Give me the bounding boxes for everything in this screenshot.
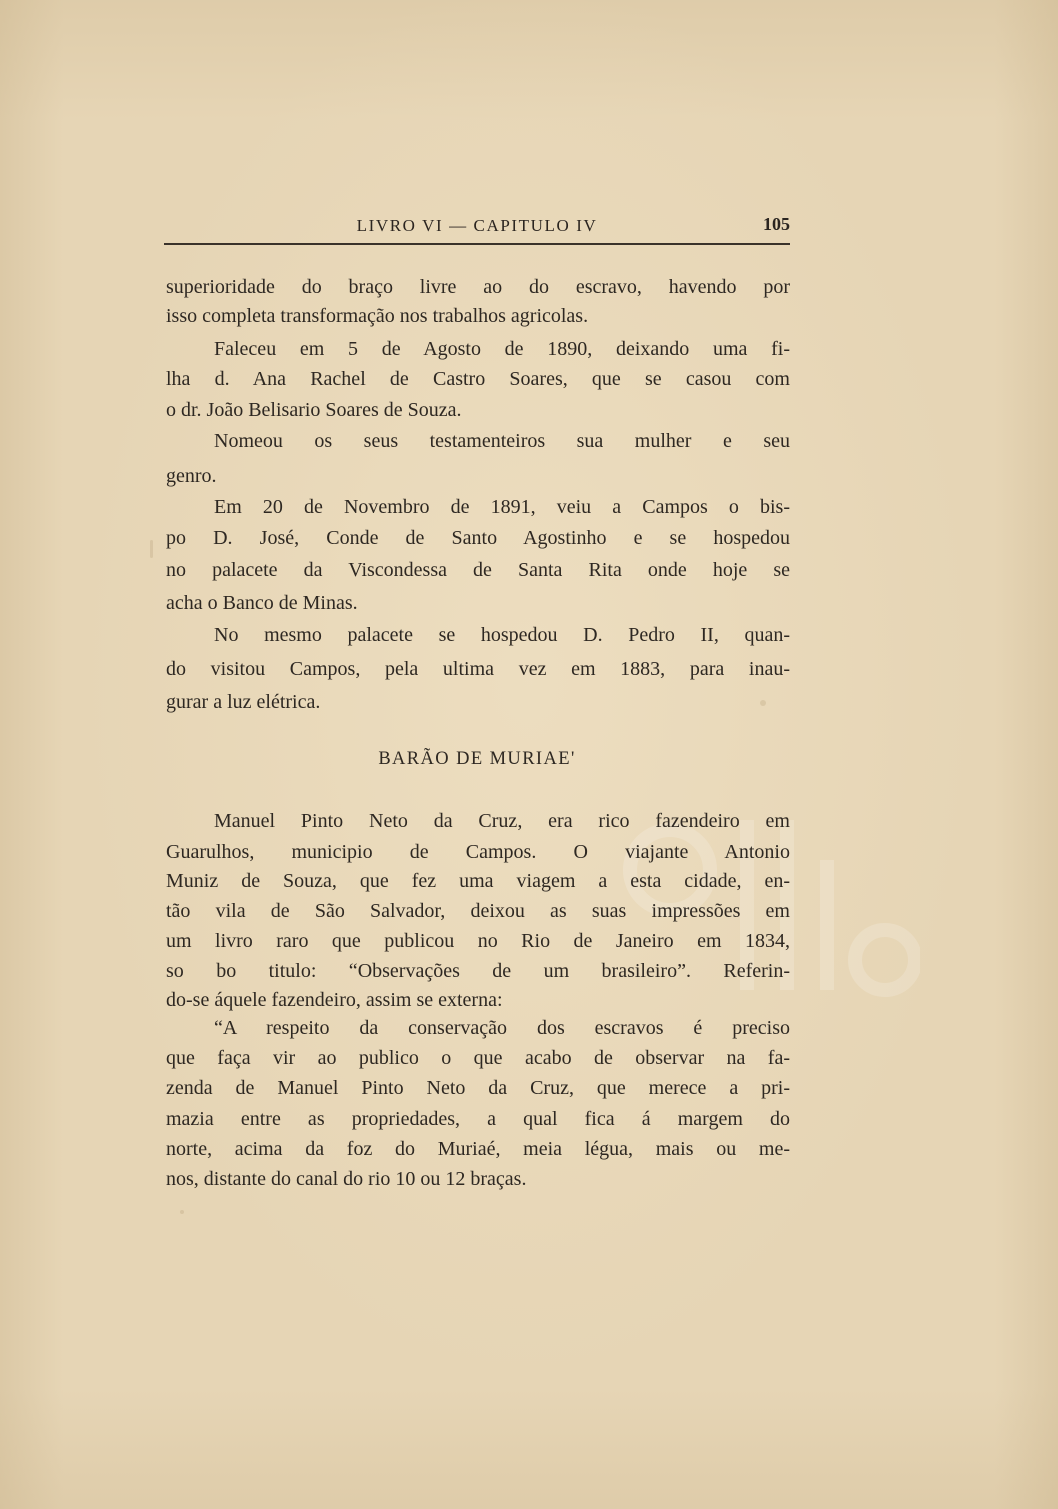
text-line: acha o Banco de Minas. — [166, 592, 358, 614]
text-line: no palacete da Viscondessa de Santa Rita onde hoje se — [166, 559, 790, 581]
text-line: Faleceu em 5 de Agosto de 1890, deixando uma fi- — [214, 338, 790, 360]
text-line: Guarulhos, municipio de Campos. O viajante Antonio — [166, 841, 790, 863]
running-head — [164, 212, 790, 242]
text-line: tão vila de São Salvador, deixou as suas impressões em — [166, 900, 790, 922]
page-number: 105 — [763, 214, 790, 234]
text-line: norte, acima da foz do Muriaé, meia légua, mais ou me- — [166, 1138, 790, 1160]
text-line: po D. José, Conde de Santo Agostinho e se hospedou — [166, 527, 790, 549]
text-line: lha d. Ana Rachel de Castro Soares, que se casou com — [166, 368, 790, 390]
text-line: isso completa transformação nos trabalhos agricolas. — [166, 305, 589, 327]
section-heading: BARÃO DE MURIAE' — [378, 749, 576, 769]
running-title: LIVRO VI — CAPITULO IV — [356, 216, 598, 235]
text-line: que faça vir ao publico o que acabo de observar na fa- — [166, 1047, 790, 1069]
text-line: Em 20 de Novembro de 1891, veiu a Campos o bis- — [214, 496, 790, 518]
paper-stain — [180, 1210, 184, 1214]
text-line: nos, distante do canal do rio 10 ou 12 braças. — [166, 1168, 527, 1190]
text-line: gurar a luz elétrica. — [166, 691, 321, 713]
text-line: No mesmo palacete se hospedou D. Pedro II, quan- — [214, 624, 790, 646]
text-line: um livro raro que publicou no Rio de Janeiro em 1834, — [166, 930, 790, 952]
text-line: superioridade do braço livre ao do escravo, havendo por — [166, 276, 790, 298]
text-line: mazia entre as propriedades, a qual fica á margem do — [166, 1108, 790, 1130]
text-line: Manuel Pinto Neto da Cruz, era rico fazendeiro em — [214, 810, 790, 832]
text-line: zenda de Manuel Pinto Neto da Cruz, que merece a pri- — [166, 1077, 790, 1099]
text-line: o dr. João Belisario Soares de Souza. — [166, 399, 462, 421]
text-line: Muniz de Souza, que fez uma viagem a esta cidade, en- — [166, 870, 790, 892]
paper-stain — [150, 540, 153, 558]
text-line: do-se áquele fazendeiro, assim se externa: — [166, 989, 503, 1011]
text-line: genro. — [166, 465, 217, 487]
text-line: “A respeito da conservação dos escravos é preciso — [214, 1017, 790, 1039]
header-rule — [164, 243, 790, 245]
text-line: Nomeou os seus testamenteiros sua mulher e seu — [214, 430, 790, 452]
text-line: do visitou Campos, pela ultima vez em 1883, para inau- — [166, 658, 790, 680]
text-line: so bo titulo: “Observações de um brasileiro”. Referin- — [166, 960, 790, 982]
